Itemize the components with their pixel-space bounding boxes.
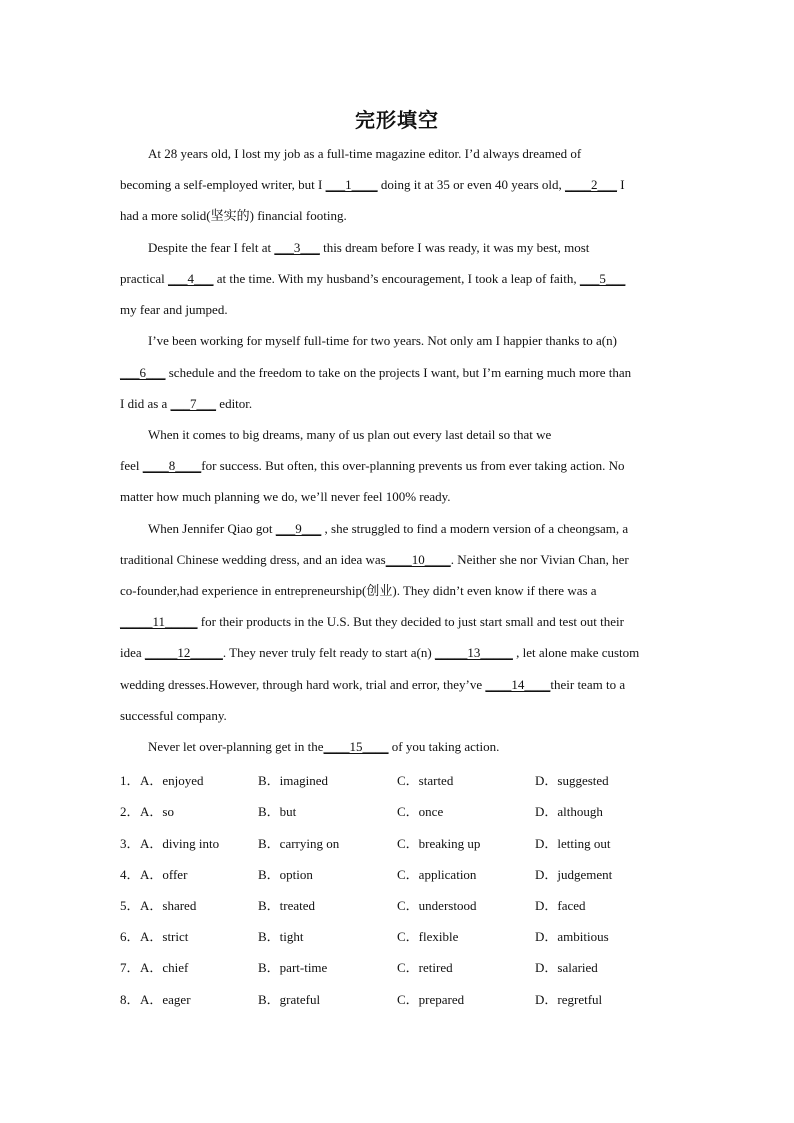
passage-line: When it comes to big dreams, many of us plan out every last detail so that we: [148, 427, 552, 442]
option-a[interactable]: A．so: [140, 804, 174, 819]
option-a[interactable]: A．offer: [140, 867, 188, 882]
question-number: 2．: [120, 804, 140, 819]
option-b[interactable]: B．option: [258, 867, 313, 882]
passage-line: successful company.: [120, 708, 227, 723]
option-d[interactable]: D．although: [535, 804, 603, 819]
blank-5: ___5___: [579, 271, 626, 286]
passage-line: _____11_____ for their products in the U.S. But they decided to just start small and test out their: [120, 614, 624, 629]
blank-8: ____8____: [142, 458, 202, 473]
blank-15: ____15____: [323, 739, 389, 754]
blank-14: ____14____: [485, 677, 551, 692]
option-b[interactable]: B．carrying on: [258, 836, 340, 851]
question-number: 1．: [120, 773, 140, 788]
blank-7: ___7___: [170, 396, 217, 411]
option-c[interactable]: C．understood: [397, 898, 477, 913]
passage-line: Never let over-planning get in the____15____ of you taking action.: [148, 739, 500, 754]
passage-line: co-founder,had experience in entrepreneurship(创业). They didn’t even know if there was a: [120, 583, 597, 598]
passage-line: becoming a self-employed writer, but I ___1____ doing it at 35 or even 40 years old, ____2___ I: [120, 177, 625, 192]
option-d[interactable]: D．faced: [535, 898, 586, 913]
option-c[interactable]: C．flexible: [397, 929, 459, 944]
option-a[interactable]: A．eager: [140, 992, 191, 1007]
blank-12: _____12_____: [144, 645, 223, 660]
blank-11: _____11_____: [120, 614, 198, 629]
option-d[interactable]: D．salaried: [535, 960, 598, 975]
blank-6: ___6___: [120, 365, 166, 380]
passage-line: idea _____12_____. They never truly felt ready to start a(n) _____13_____ , let alone make custom: [120, 645, 640, 660]
passage-line: At 28 years old, I lost my job as a full-time magazine editor. I’d always dreamed of: [148, 146, 582, 161]
blank-13: _____13_____: [434, 645, 513, 660]
option-b[interactable]: B．part-time: [258, 960, 328, 975]
option-d[interactable]: D．judgement: [535, 867, 613, 882]
option-c[interactable]: C．breaking up: [397, 836, 481, 851]
question-number: 7．: [120, 960, 140, 975]
passage-line: ___6___ schedule and the freedom to take on the projects I want, but I’m earning much more than: [120, 365, 632, 380]
passage-line: Despite the fear I felt at ___3___ this dream before I was ready, it was my best, most: [148, 240, 590, 255]
passage-line: feel ____8____for success. But often, this over-planning prevents us from ever taking action. No: [120, 458, 625, 473]
option-b[interactable]: B．imagined: [258, 773, 329, 788]
option-a[interactable]: A．shared: [140, 898, 197, 913]
blank-9: ___9___: [275, 521, 322, 536]
option-a[interactable]: A．diving into: [140, 836, 220, 851]
option-b[interactable]: B．grateful: [258, 992, 321, 1007]
blank-1: ___1____: [325, 177, 378, 192]
option-d[interactable]: D．regretful: [535, 992, 603, 1007]
passage-line: matter how much planning we do, we’ll never feel 100% ready.: [120, 489, 451, 504]
option-a[interactable]: A．chief: [140, 960, 189, 975]
passage-line: practical ___4___ at the time. With my husband’s encouragement, I took a leap of faith, ___5___: [120, 271, 626, 286]
option-b[interactable]: B．but: [258, 804, 297, 819]
option-b[interactable]: B．treated: [258, 898, 316, 913]
passage-line: my fear and jumped.: [120, 302, 228, 317]
passage-line: wedding dresses.However, through hard work, trial and error, they’ve ____14____their team to a: [120, 677, 626, 692]
option-c[interactable]: C．retired: [397, 960, 453, 975]
question-number: 3．: [120, 836, 140, 851]
passage-line: had a more solid(坚实的) financial footing.: [120, 208, 347, 223]
blank-4: ___4___: [168, 271, 214, 286]
option-c[interactable]: C．application: [397, 867, 477, 882]
blank-3: ___3___: [274, 240, 320, 255]
option-c[interactable]: C．started: [397, 773, 454, 788]
option-a[interactable]: A．strict: [140, 929, 189, 944]
question-number: 4．: [120, 867, 140, 882]
option-c[interactable]: C．once: [397, 804, 444, 819]
option-d[interactable]: D．letting out: [535, 836, 611, 851]
passage-line: traditional Chinese wedding dress, and an idea was____10____. Neither she nor Vivian Chan, her: [120, 552, 629, 567]
question-number: 5．: [120, 898, 140, 913]
passage-line: I did as a ___7___ editor.: [120, 396, 253, 411]
blank-2: ____2___: [565, 177, 617, 192]
passage-line: When Jennifer Qiao got ___9___ , she struggled to find a modern version of a cheongsam, a: [148, 521, 629, 536]
option-d[interactable]: D．ambitious: [535, 929, 609, 944]
blank-10: ____10____: [385, 552, 451, 567]
page-title: 完形填空: [355, 108, 439, 132]
option-b[interactable]: B．tight: [258, 929, 304, 944]
option-c[interactable]: C．prepared: [397, 992, 465, 1007]
question-number: 8．: [120, 992, 140, 1007]
passage-line: I’ve been working for myself full-time for two years. Not only am I happier thanks to a(n): [148, 333, 617, 348]
option-d[interactable]: D．suggested: [535, 773, 609, 788]
option-a[interactable]: A．enjoyed: [140, 773, 204, 788]
question-number: 6．: [120, 929, 140, 944]
